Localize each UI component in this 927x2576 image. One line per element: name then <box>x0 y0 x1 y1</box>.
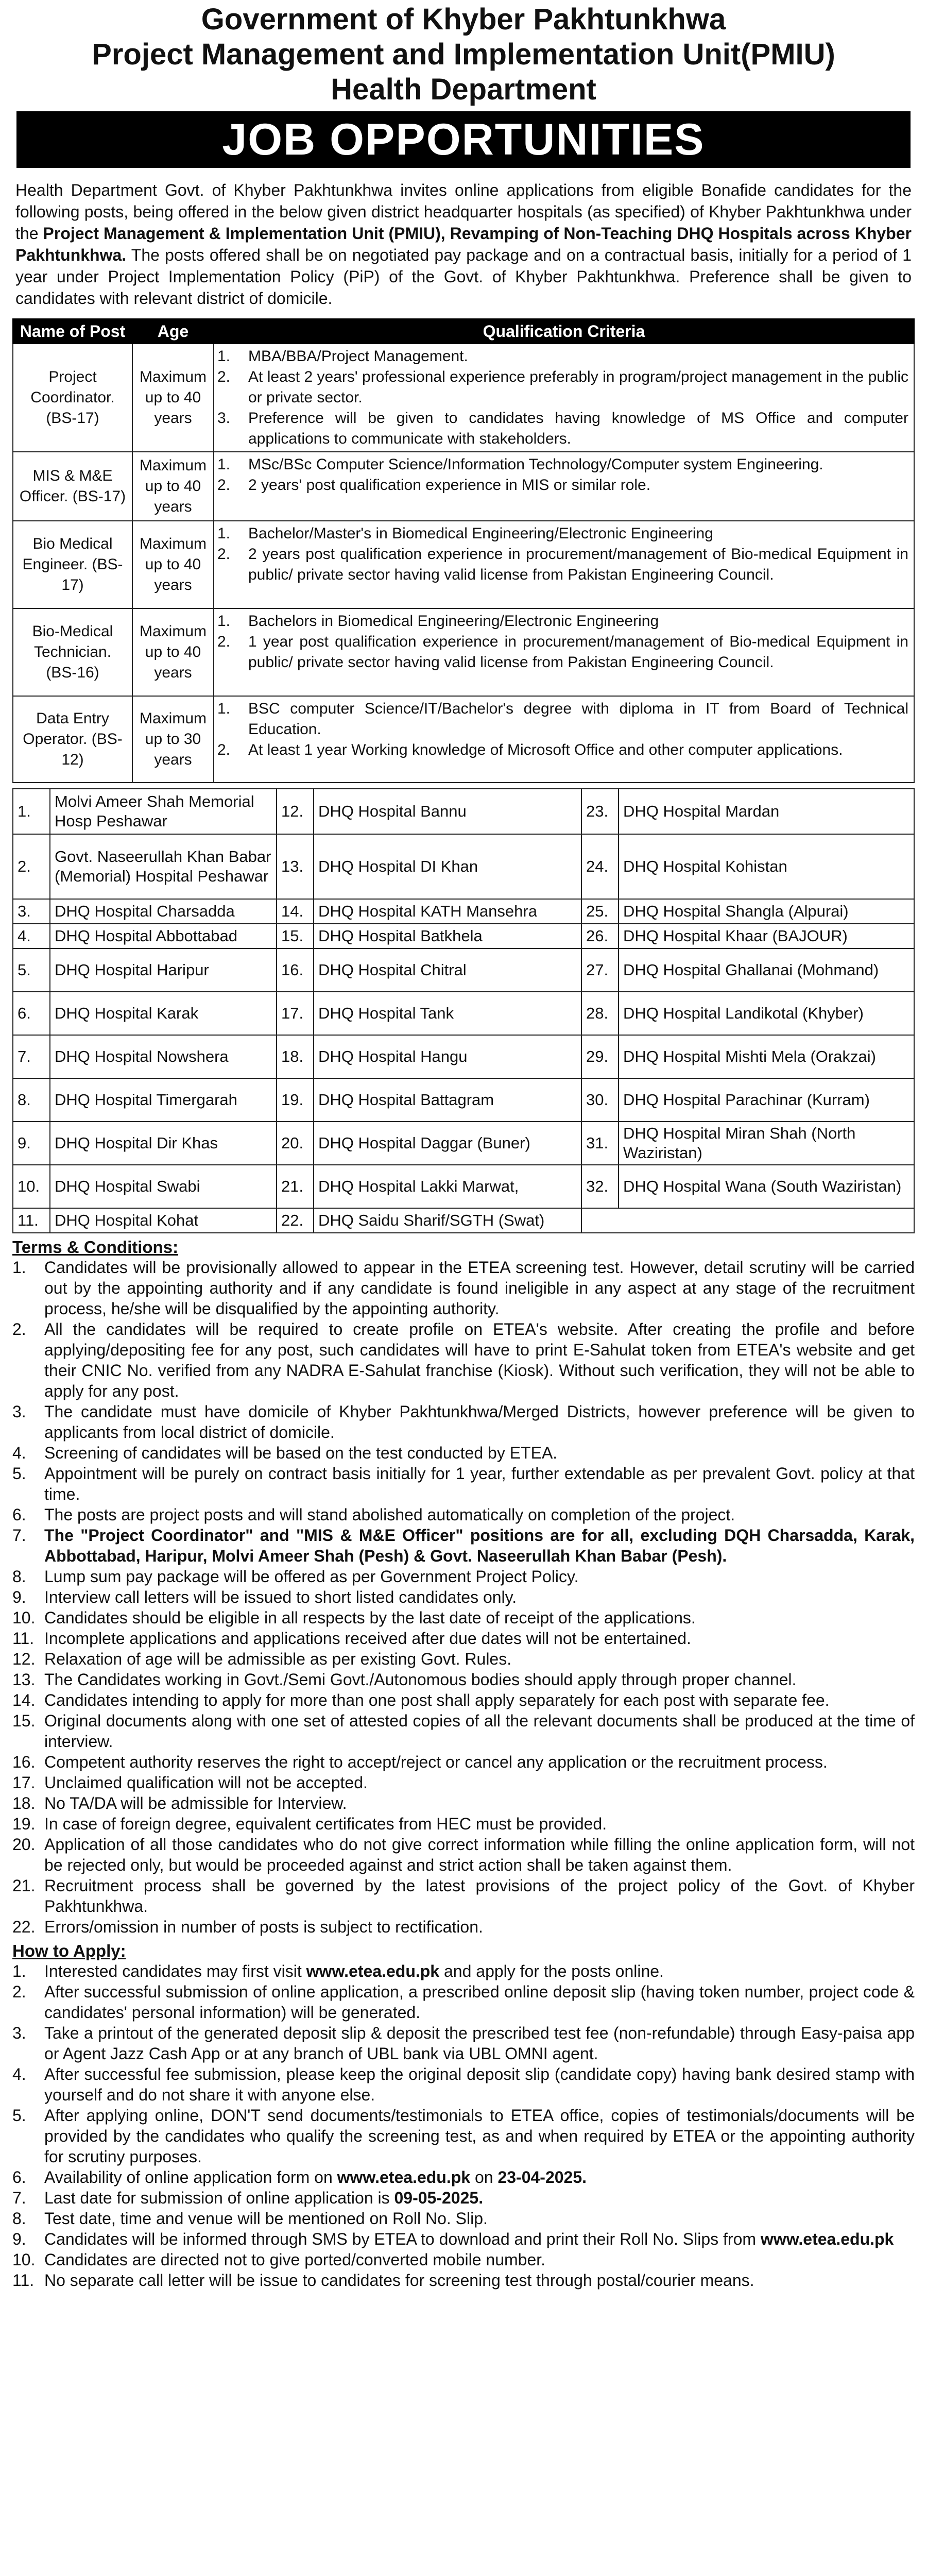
header-department: Health Department <box>331 73 596 106</box>
term-item <box>12 1504 915 1525</box>
hospital-number: 29. <box>581 1035 619 1078</box>
hospital-name: DHQ Hospital Timergarah <box>50 1078 277 1122</box>
hospital-number: 16. <box>277 948 314 992</box>
header-age: Age <box>132 319 214 344</box>
hospital-number: 7. <box>13 1035 50 1078</box>
term-item <box>12 1772 915 1793</box>
hospital-name: DHQ Hospital Miran Shah (North Waziristan) <box>619 1122 914 1165</box>
term-text: Original documents along with one set of attested copies of all the relevant documents shall be produced at the time of interview. <box>44 1711 915 1751</box>
hospital-row <box>13 834 914 899</box>
term-item <box>12 1319 915 1401</box>
term-item <box>12 1710 915 1752</box>
term-number: 10. <box>12 1608 36 1627</box>
job-opportunities-banner: JOB OPPORTUNITIES <box>16 111 911 168</box>
header <box>12 0 915 107</box>
hospital-number: 24. <box>581 834 619 899</box>
apply-number: 3. <box>12 2024 26 2042</box>
hospital-name: DHQ Hospital Lakki Marwat, <box>314 1165 581 1208</box>
criterion <box>217 632 908 673</box>
intro-paragraph <box>12 179 915 309</box>
hospital-name: DHQ Saidu Sharif/SGTH (Swat) <box>314 1208 581 1233</box>
criterion-number: 1. <box>217 348 231 365</box>
hospital-number <box>581 1208 619 1233</box>
term-number: 20. <box>12 1835 36 1854</box>
hospital-number: 18. <box>277 1035 314 1078</box>
hospital-name: DHQ Hospital Daggar (Buner) <box>314 1122 581 1165</box>
apply-text: After successful fee submission, please keep the original deposit slip (candidate copy) having bank desired stamp with yourself and do not share it with anyone else. <box>44 2065 915 2104</box>
post-age: Maximum up to 40 years <box>132 521 214 608</box>
apply-number: 7. <box>12 2189 26 2207</box>
term-item <box>12 1793 915 1814</box>
hospital-number: 23. <box>581 789 619 834</box>
term-number: 22. <box>12 1918 36 1936</box>
term-text: Lump sum pay package will be offered as per Government Project Policy. <box>44 1567 579 1586</box>
hospital-row <box>13 924 914 948</box>
criterion <box>217 367 908 408</box>
hospital-name: DHQ Hospital Mardan <box>619 789 914 834</box>
term-number: 19. <box>12 1815 36 1833</box>
last-date: 09-05-2025. <box>394 2189 484 2207</box>
criterion-text: Bachelors in Biomedical Engineering/Electronic Engineering <box>248 613 659 630</box>
post-criteria <box>214 608 914 696</box>
term-text: Incomplete applications and applications received after due dates will not be entertained. <box>44 1629 691 1648</box>
apply-item <box>12 1961 915 1981</box>
apply-number: 2. <box>12 1982 26 2001</box>
hospital-number: 13. <box>277 834 314 899</box>
criterion-number: 2. <box>217 477 231 494</box>
post-row <box>13 696 914 783</box>
term-number: 6. <box>12 1505 26 1524</box>
term-number: 16. <box>12 1753 36 1771</box>
intro-text-1: Health Department Govt. of Khyber Pakhtunkhwa invites online applications from eligible Bonafide candidates for the following posts, being offered in the below given district headquarter hospitals (as specified) of Khyber Pakhtunkhwa under the <box>15 181 912 243</box>
terms-title: Terms & Conditions: <box>12 1238 179 1257</box>
term-text: The candidate must have domicile of Khyber Pakhtunkhwa/Merged Districts, however preference will be given to applicants from local district of domicile. <box>44 1402 915 1442</box>
hospital-name: DHQ Hospital Nowshera <box>50 1035 277 1078</box>
criterion <box>217 611 908 632</box>
apply-number: 1. <box>12 1962 26 1980</box>
hospital-name: DHQ Hospital Batkhela <box>314 924 581 948</box>
criterion-number: 1. <box>217 700 231 717</box>
criterion-text: At least 1 year Working knowledge of Microsoft Office and other computer applications. <box>248 741 843 758</box>
hospital-name: DHQ Hospital Tank <box>314 992 581 1035</box>
criterion-number: 1. <box>217 525 231 542</box>
criterion-text: Preference will be given to candidates having knowledge of MS Office and computer applications to communicate with stakeholders. <box>248 410 908 447</box>
term-item <box>12 1463 915 1504</box>
hospital-row <box>13 1035 914 1078</box>
hospital-number: 21. <box>277 1165 314 1208</box>
term-item <box>12 1628 915 1649</box>
post-name: Bio Medical Engineer. (BS-17) <box>13 521 132 608</box>
post-name: Project Coordinator. (BS-17) <box>13 344 132 452</box>
post-name: MIS & M&E Officer. (BS-17) <box>13 452 132 521</box>
hospital-name: DHQ Hospital Parachinar (Kurram) <box>619 1078 914 1122</box>
apply-item <box>12 2270 915 2291</box>
hospital-number: 1. <box>13 789 50 834</box>
hospital-number: 10. <box>13 1165 50 1208</box>
term-item <box>12 1443 915 1463</box>
apply-item <box>12 2064 915 2105</box>
criterion-text: Bachelor/Master's in Biomedical Engineering/Electronic Engineering <box>248 525 713 542</box>
hospital-number: 11. <box>13 1208 50 1233</box>
term-item <box>12 1566 915 1587</box>
hospital-number: 28. <box>581 992 619 1035</box>
hospital-number: 31. <box>581 1122 619 1165</box>
apply-item <box>12 2208 915 2229</box>
term-item <box>12 1690 915 1710</box>
post-row <box>13 344 914 452</box>
term-number: 14. <box>12 1691 36 1709</box>
apply-text <box>44 2188 915 2208</box>
term-text: Candidates should be eligible in all respects by the last date of receipt of the applications. <box>44 1608 696 1627</box>
etea-website-link[interactable]: www.etea.edu.pk <box>760 2230 894 2248</box>
apply-item <box>12 2105 915 2167</box>
hospital-row <box>13 899 914 924</box>
apply-number: 4. <box>12 2065 26 2083</box>
apply-text <box>44 2229 915 2249</box>
term-text: Appointment will be purely on contract basis initially for 1 year, further extendable as per prevalent Govt. policy at that time. <box>44 1464 915 1503</box>
hospital-row <box>13 1078 914 1122</box>
apply-number: 5. <box>12 2106 26 2125</box>
term-text: Competent authority reserves the right to accept/reject or cancel any application or the recruitment process. <box>44 1753 828 1771</box>
criterion-number: 2. <box>217 741 231 758</box>
term-text: All the candidates will be required to create profile on ETEA's website. After creating the profile and before applying/depositing fee for any post, such candidates will have to print E-Sahulat token from ETEA's website and get their CNIC No. verified from any NADRA E-Sahulat franchise (Kiosk). Without such verification, they will not be able to apply for any post. <box>44 1320 915 1400</box>
post-name: Bio-Medical Technician. (BS-16) <box>13 608 132 696</box>
criterion-text: MSc/BSc Computer Science/Information Technology/Computer system Engineering. <box>248 456 823 473</box>
hospital-number: 22. <box>277 1208 314 1233</box>
apply-text-part: Last date for submission of online application is <box>44 2189 394 2207</box>
post-row <box>13 452 914 521</box>
criterion-number: 2. <box>217 546 231 563</box>
hospital-name: DHQ Hospital Shangla (Alpurai) <box>619 899 914 924</box>
term-item <box>12 1587 915 1607</box>
hospital-row <box>13 789 914 834</box>
term-number: 21. <box>12 1876 36 1895</box>
criterion <box>217 454 908 475</box>
term-number: 17. <box>12 1773 36 1792</box>
hospital-number: 25. <box>581 899 619 924</box>
hospital-row <box>13 948 914 992</box>
apply-text-part: and apply for the posts online. <box>439 1962 664 1980</box>
hospital-number: 3. <box>13 899 50 924</box>
post-criteria <box>214 696 914 783</box>
term-number: 12. <box>12 1650 36 1668</box>
term-text: Recruitment process shall be governed by the latest provisions of the project policy of the Govt. of Khyber Pakhtunkhwa. <box>44 1876 915 1916</box>
terms-list <box>12 1257 915 1937</box>
apply-text: Take a printout of the generated deposit slip & deposit the prescribed test fee (non-refundable) through Easy-paisa app or Agent Jazz Cash App or at any branch of UBL bank via UBL OMNI agent. <box>44 2024 915 2063</box>
hospital-name: DHQ Hospital Karak <box>50 992 277 1035</box>
hospital-name: DHQ Hospital Kohat <box>50 1208 277 1233</box>
apply-number: 10. <box>12 2250 36 2269</box>
hospital-name: DHQ Hospital Wana (South Waziristan) <box>619 1165 914 1208</box>
term-item <box>12 1834 915 1875</box>
term-text: The Candidates working in Govt./Semi Govt./Autonomous bodies should apply through proper channel. <box>44 1670 797 1689</box>
hospital-name: DHQ Hospital Landikotal (Khyber) <box>619 992 914 1035</box>
criterion-text: 2 years' post qualification experience in MIS or similar role. <box>248 477 651 494</box>
header-post: Name of Post <box>13 319 132 344</box>
term-number: 13. <box>12 1670 36 1689</box>
post-age: Maximum up to 30 years <box>132 696 214 783</box>
hospital-number: 32. <box>581 1165 619 1208</box>
criterion <box>217 475 908 496</box>
hospital-name: DHQ Hospital Mishti Mela (Orakzai) <box>619 1035 914 1078</box>
apply-text: After applying online, DON'T send documents/testimonials to ETEA office, copies of testimonials/documents will be provided by the candidates who qualify the screening test, as and when required by ETEA or the appointing authority for scrutiny purposes. <box>44 2106 915 2166</box>
term-number: 18. <box>12 1794 36 1812</box>
intro-text-2: The posts offered shall be on negotiated pay package and on a contractual basis, initially for a period of 1 year under Project Implementation Policy (PiP) of the Govt. of Khyber Pakhtunkhwa. Preference shall be given to candidates with relevant district of domicile. <box>15 246 912 308</box>
term-text: Errors/omission in number of posts is subject to rectification. <box>44 1918 483 1936</box>
term-number: 8. <box>12 1567 26 1586</box>
apply-text <box>44 1961 915 1981</box>
hospital-number: 5. <box>13 948 50 992</box>
apply-text-part: Availability of online application form on <box>44 2168 337 2187</box>
hospital-name: DHQ Hospital Abbottabad <box>50 924 277 948</box>
term-item <box>12 1401 915 1443</box>
apply-number: 11. <box>12 2271 35 2290</box>
post-criteria <box>214 521 914 608</box>
apply-text-part: Candidates will be informed through SMS by ETEA to download and print their Roll No. Slips from <box>44 2230 761 2248</box>
apply-number: 6. <box>12 2168 26 2187</box>
hospital-number: 9. <box>13 1122 50 1165</box>
hospital-name: DHQ Hospital DI Khan <box>314 834 581 899</box>
hospital-row <box>13 1208 914 1233</box>
hospital-row <box>13 1122 914 1165</box>
term-number: 3. <box>12 1402 26 1421</box>
hospital-name: DHQ Hospital Khaar (BAJOUR) <box>619 924 914 948</box>
posts-table <box>12 318 915 783</box>
term-text: Relaxation of age will be admissible as per existing Govt. Rules. <box>44 1650 512 1668</box>
criterion-number: 1. <box>217 613 231 630</box>
hospital-name: Govt. Naseerullah Khan Babar (Memorial) Hospital Peshawar <box>50 834 277 899</box>
apply-text-part: on <box>470 2168 498 2187</box>
header-government: Government of Khyber Pakhtunkhwa <box>201 3 726 36</box>
criterion <box>217 408 908 449</box>
term-number: 11. <box>12 1629 35 1648</box>
term-text: Application of all those candidates who do not give correct information while filling the online application form, will not be rejected only, but would be proceeded against and strict action shall be taken against them. <box>44 1835 915 1874</box>
term-number: 1. <box>12 1258 26 1277</box>
apply-item <box>12 2188 915 2208</box>
criterion-number: 2. <box>217 633 231 650</box>
hospital-name: DHQ Hospital Kohistan <box>619 834 914 899</box>
criterion-text: At least 2 years' professional experience preferably in program/project management in the public or private sector. <box>248 368 908 406</box>
term-text: Candidates will be provisionally allowed to appear in the ETEA screening test. However, detail scrutiny will be carried out by the appointing authority and if any candidate is found ineligible in any aspect at any stage of the recruitment process, he/she will be disqualified by the appointing authority. <box>44 1258 915 1318</box>
term-item <box>12 1875 915 1917</box>
term-number: 15. <box>12 1711 36 1730</box>
apply-text: No separate call letter will be issue to candidates for screening test through postal/courier means. <box>44 2271 754 2290</box>
term-text: Unclaimed qualification will not be accepted. <box>44 1773 368 1792</box>
apply-item <box>12 2023 915 2064</box>
header-unit: Project Management and Implementation Unit(PMIU) <box>92 38 835 71</box>
hospital-number: 17. <box>277 992 314 1035</box>
criterion-number: 3. <box>217 410 231 427</box>
hospital-number: 15. <box>277 924 314 948</box>
intro-bold: Project Management & Implementation Unit (PMIU), Revamping of Non-Teaching DHQ Hospitals across Khyber Pakhtunkhwa. <box>15 224 912 264</box>
apply-title: How to Apply: <box>12 1941 126 1960</box>
term-text: Candidates intending to apply for more than one post shall apply separately for each post with separate fee. <box>44 1691 830 1709</box>
post-row <box>13 608 914 696</box>
post-age: Maximum up to 40 years <box>132 452 214 521</box>
hospital-row <box>13 992 914 1035</box>
etea-website-link[interactable]: www.etea.edu.pk <box>337 2168 471 2187</box>
hospital-name: DHQ Hospital Bannu <box>314 789 581 834</box>
availability-date: 23-04-2025. <box>497 2168 587 2187</box>
hospital-number: 8. <box>13 1078 50 1122</box>
apply-item <box>12 2229 915 2249</box>
hospital-name: DHQ Hospital Hangu <box>314 1035 581 1078</box>
apply-number: 9. <box>12 2230 26 2248</box>
criterion-number: 1. <box>217 456 231 473</box>
hospital-number: 20. <box>277 1122 314 1165</box>
hospital-number: 12. <box>277 789 314 834</box>
post-name: Data Entry Operator. (BS-12) <box>13 696 132 783</box>
term-text: Screening of candidates will be based on the test conducted by ETEA. <box>44 1444 558 1462</box>
term-number: 9. <box>12 1588 26 1606</box>
hospital-number: 27. <box>581 948 619 992</box>
term-number: 7. <box>12 1526 26 1545</box>
term-number: 5. <box>12 1464 26 1483</box>
hospital-name: DHQ Hospital Dir Khas <box>50 1122 277 1165</box>
post-row <box>13 521 914 608</box>
hospital-number: 6. <box>13 992 50 1035</box>
term-item <box>12 1814 915 1834</box>
apply-list <box>12 1961 915 2291</box>
hospital-name: DHQ Hospital Chitral <box>314 948 581 992</box>
criterion <box>217 699 908 740</box>
hospital-number: 4. <box>13 924 50 948</box>
hospital-number: 26. <box>581 924 619 948</box>
criterion-text: 2 years post qualification experience in procurement/management of Bio-medical Equipment in public/ private sector having valid license from Pakistan Engineering Council. <box>248 546 908 583</box>
hospital-name: DHQ Hospital Charsadda <box>50 899 277 924</box>
term-number: 2. <box>12 1320 26 1338</box>
post-criteria <box>214 452 914 521</box>
hospital-name: DHQ Hospital Battagram <box>314 1078 581 1122</box>
hospital-name: Molvi Ameer Shah Memorial Hosp Peshawar <box>50 789 277 834</box>
post-age: Maximum up to 40 years <box>132 344 214 452</box>
etea-website-link[interactable]: www.etea.edu.pk <box>306 1962 440 1980</box>
criterion-text: BSC computer Science/IT/Bachelor's degree with diploma in IT from Board of Technical Education. <box>248 700 908 738</box>
term-text: Interview call letters will be issued to short listed candidates only. <box>44 1588 517 1606</box>
apply-text-part: Interested candidates may first visit <box>44 1962 306 1980</box>
apply-item <box>12 2249 915 2270</box>
term-text: The posts are project posts and will stand abolished automatically on completion of the project. <box>44 1505 735 1524</box>
term-item <box>12 1257 915 1319</box>
apply-item <box>12 2167 915 2188</box>
hospital-number: 30. <box>581 1078 619 1122</box>
apply-text: Test date, time and venue will be mentioned on Roll No. Slip. <box>44 2209 488 2228</box>
term-item <box>12 1525 915 1566</box>
term-text: In case of foreign degree, equivalent certificates from HEC must be provided. <box>44 1815 607 1833</box>
criterion <box>217 346 908 367</box>
hospital-number: 19. <box>277 1078 314 1122</box>
term-item <box>12 1752 915 1772</box>
hospital-number: 14. <box>277 899 314 924</box>
post-age: Maximum up to 40 years <box>132 608 214 696</box>
hospital-name: DHQ Hospital Haripur <box>50 948 277 992</box>
apply-text: After successful submission of online application, a prescribed online deposit slip (having token number, project code & candidates' personal information) will be generated. <box>44 1982 915 2022</box>
apply-number: 8. <box>12 2209 26 2228</box>
criterion-text: 1 year post qualification experience in procurement/management of Bio-medical Equipment in public/ private sector having valid license from Pakistan Engineering Council. <box>248 633 908 671</box>
term-item <box>12 1669 915 1690</box>
term-text: The "Project Coordinator" and "MIS & M&E Officer" positions are for all, excluding DQH Charsadda, Karak, Abbottabad, Haripur, Molvi Ameer Shah (Pesh) & Govt. Naseerullah Khan Babar (Pesh). <box>44 1526 915 1565</box>
term-text: No TA/DA will be admissible for Interview. <box>44 1794 347 1812</box>
criterion-number: 2. <box>217 368 231 385</box>
apply-item <box>12 1981 915 2023</box>
post-criteria <box>214 344 914 452</box>
hospital-row <box>13 1165 914 1208</box>
header-criteria: Qualification Criteria <box>214 319 914 344</box>
term-number: 4. <box>12 1444 26 1462</box>
criterion <box>217 544 908 585</box>
criterion <box>217 740 908 760</box>
apply-text <box>44 2167 915 2188</box>
hospitals-table <box>12 788 915 1233</box>
criterion <box>217 523 908 544</box>
hospital-name: DHQ Hospital Ghallanai (Mohmand) <box>619 948 914 992</box>
apply-text: Candidates are directed not to give ported/converted mobile number. <box>44 2250 546 2269</box>
hospital-name: DHQ Hospital Swabi <box>50 1165 277 1208</box>
term-item <box>12 1649 915 1669</box>
hospital-number: 2. <box>13 834 50 899</box>
term-item <box>12 1607 915 1628</box>
hospital-name: DHQ Hospital KATH Mansehra <box>314 899 581 924</box>
hospital-name <box>619 1208 914 1233</box>
criterion-text: MBA/BBA/Project Management. <box>248 348 468 365</box>
term-item <box>12 1917 915 1937</box>
